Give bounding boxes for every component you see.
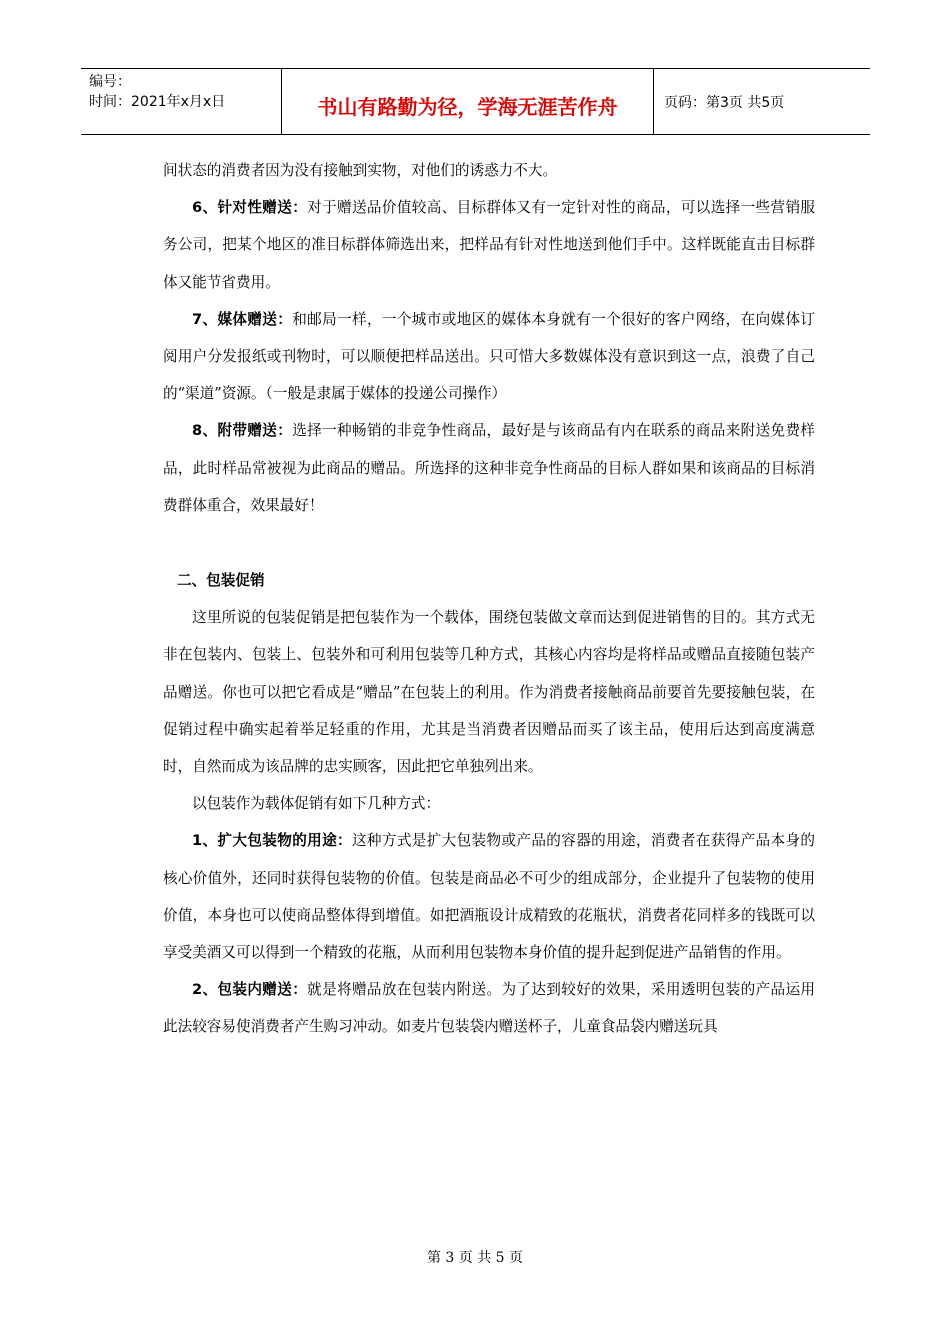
header-meta	[81, 69, 282, 134]
paragraph-heading: 6、针对性赠送：	[192, 199, 308, 217]
paragraph-media-gift	[163, 301, 815, 413]
paragraph-heading: 7、媒体赠送：	[192, 310, 293, 328]
section-title: 二、包装促销	[177, 572, 265, 590]
paragraph-text: 就是将赠品放在包装内附送。为了达到较好的效果，采用透明包装的产品运用此法较容易使消费者产生购习冲动。如麦片包装袋内赠送杯子，儿童食品袋内赠送玩具	[163, 981, 815, 1036]
number-label: 编号：	[89, 74, 131, 90]
paragraph-text: 对于赠送品价值较高、目标群体又有一定针对性的商品，可以选择一些营销服务公司，把某个地区的准目标群体筛选出来，把样品有针对性地送到他们手中。这样既能直击目标群体又能节省费用。	[163, 199, 815, 291]
paragraph-text: 选择一种畅销的非竞争性商品，最好是与该商品有内在联系的商品来附送免费样品，此时样品常被视为此商品的赠品。所选择的这种非竞争性商品的目标人群如果和该商品的目标消费群体重合，效果最好！	[163, 422, 815, 514]
paragraph-in-package-gift	[163, 971, 815, 1045]
paragraph: 以包装作为载体促销有如下几种方式：	[192, 795, 441, 813]
paragraph: 这里所说的包装促销是把包装作为一个载体，围绕包装做文章而达到促进销售的目的。其方式无非在包装内、包装上、包装外和可利用包装等几种方式，其核心内容均是将样品或赠品直接随包装产品赠送。你也可以把它看成是“赠品”在包装上的利用。作为消费者接触商品前要首先要接触包装，在促销过程中确实起着举足轻重的作用，尤其是当消费者因赠品而买了该主品，使用后达到高度满意时，自然而成为该品牌的忠实顾客，因此把它单独列出来。	[163, 609, 815, 776]
paragraph-targeted-gift	[163, 189, 815, 301]
document-body	[163, 152, 815, 1046]
paragraph-heading: 2、包装内赠送：	[192, 981, 308, 999]
paragraph-text: 和邮局一样，一个城市或地区的媒体本身就有一个很好的客户网络，在向媒体订阅用户分发报纸或刊物时，可以顺便把样品送出。只可惜大多数媒体没有意识到这一点，浪费了自己的“渠道”资源。（一般是隶属于媒体的投递公司操作）	[163, 310, 815, 403]
time-label: 时间：2021年x月x日	[89, 94, 226, 110]
header-page-info: 页码：第3页 共5页	[664, 94, 785, 111]
spacer	[163, 524, 815, 562]
paragraph: 间状态的消费者因为没有接触到实物，对他们的诱惑力不大。	[163, 162, 558, 179]
page-footer: 第 3 页 共 5 页	[426, 1250, 524, 1266]
header-motto: 书山有路勤为径，学海无涯苦作舟	[282, 69, 654, 134]
page-header	[81, 68, 870, 135]
paragraph-attached-gift	[163, 412, 815, 524]
paragraph-heading: 8、附带赠送：	[192, 422, 293, 440]
paragraph-expand-package-use	[163, 822, 815, 971]
paragraph-text: 这种方式是扩大包装物或产品的容器的用途，消费者在获得产品本身的核心价值外，还同时获得包装物的价值。包装是商品必不可少的组成部分，企业提升了包装物的使用价值，本身也可以使商品整体得到增值。如把酒瓶设计成精致的花瓶状，消费者花同样多的钱既可以享受美酒又可以得到一个精致的花瓶，从而利用包装物本身价值的提升起到促进产品销售的作用。	[163, 832, 815, 962]
paragraph-heading: 1、扩大包装物的用途：	[192, 832, 352, 850]
